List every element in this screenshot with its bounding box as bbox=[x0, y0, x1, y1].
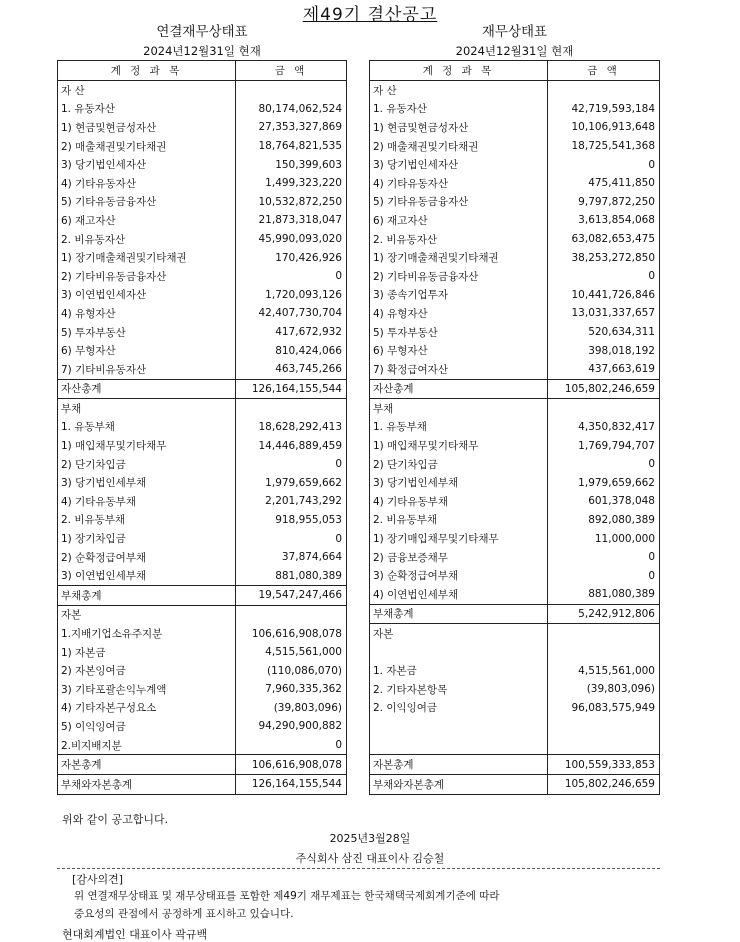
account-amount: 11,000,000 bbox=[548, 529, 660, 548]
account-name: 2. 비유동부채 bbox=[58, 511, 236, 530]
table-row bbox=[58, 511, 347, 530]
account-amount: 4,515,561,000 bbox=[236, 643, 347, 662]
account-amount: 2,201,743,292 bbox=[236, 492, 347, 511]
account-name: 1) 현금및현금성자산 bbox=[58, 118, 236, 137]
account-name: 1) 매입채무및기타채무 bbox=[58, 436, 236, 455]
table-row bbox=[370, 155, 660, 174]
table-row bbox=[58, 566, 347, 585]
table-row bbox=[58, 304, 347, 323]
account-name: 1. 유동부채 bbox=[370, 418, 548, 437]
account-name: 3) 순확정급여부채 bbox=[370, 566, 548, 585]
table-row bbox=[58, 323, 347, 342]
account-name: 2. 기타자본항목 bbox=[370, 680, 548, 699]
table-row bbox=[58, 230, 347, 249]
account-amount: (39,803,096) bbox=[548, 680, 660, 699]
account-amount: 80,174,062,524 bbox=[236, 100, 347, 119]
account-name: 2. 비유동자산 bbox=[370, 230, 548, 249]
table-body bbox=[58, 81, 347, 795]
table-row bbox=[58, 341, 347, 360]
table-row bbox=[370, 736, 660, 755]
account-amount: 881,080,389 bbox=[548, 585, 660, 604]
table-row bbox=[370, 193, 660, 212]
account-name bbox=[370, 736, 548, 755]
account-amount bbox=[236, 81, 347, 100]
table-row bbox=[370, 379, 660, 399]
account-amount: 0 bbox=[548, 548, 660, 567]
account-name: 자본 bbox=[58, 605, 236, 624]
consolidated-balance-sheet-panel bbox=[57, 22, 347, 795]
table-row bbox=[58, 680, 347, 699]
account-amount: 398,018,192 bbox=[548, 341, 660, 360]
table-row bbox=[58, 736, 347, 755]
account-amount: 3,613,854,068 bbox=[548, 211, 660, 230]
account-amount bbox=[548, 717, 660, 736]
table-row bbox=[370, 100, 660, 119]
account-name: 1) 현금및현금성자산 bbox=[370, 118, 548, 137]
table-row bbox=[58, 248, 347, 267]
separate-balance-sheet-panel bbox=[369, 22, 660, 795]
account-amount: 881,080,389 bbox=[236, 566, 347, 585]
table-row bbox=[370, 267, 660, 286]
account-name bbox=[370, 643, 548, 662]
table-row bbox=[370, 81, 660, 100]
table-row bbox=[58, 155, 347, 174]
notice-title: 제49기 결산공고 bbox=[302, 5, 438, 25]
table-row bbox=[370, 211, 660, 230]
account-name: 자산총계 bbox=[370, 379, 548, 399]
account-name: 7) 확정급여자산 bbox=[370, 360, 548, 379]
account-amount: 105,802,246,659 bbox=[548, 379, 660, 399]
account-name: 3) 당기법인세부채 bbox=[58, 473, 236, 492]
account-name: 3) 이연법인세부채 bbox=[58, 566, 236, 585]
account-amount: 94,290,900,882 bbox=[236, 717, 347, 736]
auditor-signature: 현대회계법인 대표이사 곽규백 bbox=[62, 928, 208, 941]
balance-sheet-table bbox=[369, 60, 660, 795]
account-name: 1) 장기매출채권및기타채권 bbox=[58, 248, 236, 267]
account-name: 자본총계 bbox=[370, 755, 548, 775]
account-name: 2. 비유동부채 bbox=[370, 511, 548, 530]
account-amount: 0 bbox=[236, 455, 347, 474]
account-name: 2) 기타비유동금융자산 bbox=[58, 267, 236, 286]
account-amount: 1,979,659,662 bbox=[548, 473, 660, 492]
table-row bbox=[58, 436, 347, 455]
account-amount: 437,663,619 bbox=[548, 360, 660, 379]
table-row bbox=[370, 436, 660, 455]
table-row bbox=[370, 624, 660, 643]
account-name: 3) 당기법인세자산 bbox=[370, 155, 548, 174]
account-amount: 21,873,318,047 bbox=[236, 211, 347, 230]
account-name: 4) 기타유동자산 bbox=[370, 174, 548, 193]
account-name: 2) 자본잉여금 bbox=[58, 661, 236, 680]
account-name: 부채와자본총계 bbox=[370, 774, 548, 794]
account-name: 5) 기타유동금융자산 bbox=[370, 193, 548, 212]
table-row bbox=[58, 529, 347, 548]
account-name: 4) 유형자산 bbox=[58, 304, 236, 323]
table-row bbox=[370, 473, 660, 492]
table-row bbox=[58, 699, 347, 718]
account-amount: 0 bbox=[236, 529, 347, 548]
table-row bbox=[370, 511, 660, 530]
account-name: 2. 비유동자산 bbox=[58, 230, 236, 249]
divider bbox=[57, 868, 660, 869]
account-name: 5) 기타유동금융자산 bbox=[58, 193, 236, 212]
table-row bbox=[58, 211, 347, 230]
account-name: 2) 순확정급여부채 bbox=[58, 548, 236, 567]
account-amount: 5,242,912,806 bbox=[548, 604, 660, 624]
account-amount: (39,803,096) bbox=[236, 699, 347, 718]
account-amount: 0 bbox=[236, 267, 347, 286]
account-amount bbox=[548, 399, 660, 418]
account-name: 자본총계 bbox=[58, 755, 236, 775]
account-name: 자산총계 bbox=[58, 379, 236, 399]
table-row bbox=[370, 680, 660, 699]
account-name: 3) 이연법인세자산 bbox=[58, 286, 236, 305]
table-body bbox=[370, 81, 660, 795]
account-amount: 10,441,726,846 bbox=[548, 286, 660, 305]
table-row bbox=[370, 323, 660, 342]
table-row bbox=[370, 529, 660, 548]
account-amount: 18,764,821,535 bbox=[236, 137, 347, 156]
account-name: 4) 이연법인세부채 bbox=[370, 585, 548, 604]
account-name: 5) 투자부동산 bbox=[370, 323, 548, 342]
account-amount: 105,802,246,659 bbox=[548, 774, 660, 794]
account-amount: 150,399,603 bbox=[236, 155, 347, 174]
col-header-amount: 금 액 bbox=[548, 61, 660, 81]
account-amount: 810,424,066 bbox=[236, 341, 347, 360]
table-row bbox=[370, 699, 660, 718]
table-row bbox=[370, 418, 660, 437]
account-name: 6) 무형자산 bbox=[58, 341, 236, 360]
panel-date: 2024년12월31일 현재 bbox=[143, 44, 261, 58]
table-row bbox=[58, 548, 347, 567]
account-amount: 4,350,832,417 bbox=[548, 418, 660, 437]
account-name: 6) 재고자산 bbox=[370, 211, 548, 230]
account-name: 6) 무형자산 bbox=[370, 341, 548, 360]
account-name: 6) 재고자산 bbox=[58, 211, 236, 230]
account-amount: 4,515,561,000 bbox=[548, 661, 660, 680]
notice-date: 2025년3월28일 bbox=[329, 832, 411, 845]
table-row bbox=[370, 455, 660, 474]
account-amount: 106,616,908,078 bbox=[236, 624, 347, 643]
table-row bbox=[58, 473, 347, 492]
account-amount: 0 bbox=[548, 455, 660, 474]
table-row bbox=[58, 717, 347, 736]
account-amount: 0 bbox=[548, 155, 660, 174]
account-amount: 10,532,872,250 bbox=[236, 193, 347, 212]
account-name: 1) 자본금 bbox=[58, 643, 236, 662]
account-amount bbox=[548, 81, 660, 100]
panel-title: 재무상태표 bbox=[481, 24, 548, 40]
account-amount: 42,407,730,704 bbox=[236, 304, 347, 323]
account-name: 1.지배기업소유주지분 bbox=[58, 624, 236, 643]
table-row bbox=[58, 267, 347, 286]
table-row bbox=[370, 643, 660, 662]
account-name: 3) 기타포괄손익누계액 bbox=[58, 680, 236, 699]
account-name: 부채총계 bbox=[370, 604, 548, 624]
account-name: 부채 bbox=[58, 399, 236, 418]
table-row bbox=[58, 174, 347, 193]
account-amount: 1,720,093,126 bbox=[236, 286, 347, 305]
account-amount: 0 bbox=[236, 736, 347, 755]
account-name: 4) 기타자본구성요소 bbox=[58, 699, 236, 718]
table-row bbox=[58, 379, 347, 399]
account-amount: 170,426,926 bbox=[236, 248, 347, 267]
account-name: 4) 유형자산 bbox=[370, 304, 548, 323]
account-amount: 0 bbox=[548, 267, 660, 286]
account-amount: 1,769,794,707 bbox=[548, 436, 660, 455]
table-row bbox=[370, 604, 660, 624]
account-amount: 463,745,266 bbox=[236, 360, 347, 379]
account-name: 2) 매출채권및기타채권 bbox=[58, 137, 236, 156]
account-amount: 10,106,913,648 bbox=[548, 118, 660, 137]
table-row bbox=[370, 341, 660, 360]
account-amount: 38,253,272,850 bbox=[548, 248, 660, 267]
table-row bbox=[58, 661, 347, 680]
table-row bbox=[370, 774, 660, 794]
table-row bbox=[370, 174, 660, 193]
table-row bbox=[58, 605, 347, 624]
table-row bbox=[370, 399, 660, 418]
account-amount: 96,083,575,949 bbox=[548, 699, 660, 718]
account-amount: 106,616,908,078 bbox=[236, 755, 347, 775]
company-signature: 주식회사 삼진 대표이사 김승철 bbox=[295, 852, 445, 865]
account-amount: 126,164,155,544 bbox=[236, 379, 347, 399]
table-row bbox=[58, 586, 347, 606]
account-name: 1. 자본금 bbox=[370, 661, 548, 680]
table-row bbox=[58, 624, 347, 643]
account-name: 2. 이익잉여금 bbox=[370, 699, 548, 718]
table-row bbox=[58, 286, 347, 305]
account-amount: 14,446,889,459 bbox=[236, 436, 347, 455]
col-header-item: 계 정 과 목 bbox=[58, 61, 236, 81]
table-row bbox=[58, 118, 347, 137]
account-amount bbox=[548, 624, 660, 643]
account-name: 2) 단기차입금 bbox=[58, 455, 236, 474]
account-amount bbox=[548, 736, 660, 755]
account-name: 자본 bbox=[370, 624, 548, 643]
table-row bbox=[58, 755, 347, 775]
table-row bbox=[370, 248, 660, 267]
table-row bbox=[58, 100, 347, 119]
account-amount: 601,378,048 bbox=[548, 492, 660, 511]
account-name: 2) 기타비유동금융자산 bbox=[370, 267, 548, 286]
account-amount: 9,797,872,250 bbox=[548, 193, 660, 212]
account-amount: 7,960,335,362 bbox=[236, 680, 347, 699]
account-name: 1) 장기차입금 bbox=[58, 529, 236, 548]
account-amount: 37,874,664 bbox=[236, 548, 347, 567]
table-row bbox=[58, 455, 347, 474]
table-row bbox=[58, 137, 347, 156]
table-row bbox=[58, 360, 347, 379]
account-name: 3) 당기법인세부채 bbox=[370, 473, 548, 492]
account-amount: 475,411,850 bbox=[548, 174, 660, 193]
account-name: 3) 종속기업투자 bbox=[370, 286, 548, 305]
account-amount: 1,979,659,662 bbox=[236, 473, 347, 492]
account-name: 1) 장기매출채권및기타채권 bbox=[370, 248, 548, 267]
account-amount: 520,634,311 bbox=[548, 323, 660, 342]
account-amount: 126,164,155,544 bbox=[236, 774, 347, 794]
table-row bbox=[58, 643, 347, 662]
account-name: 7) 기타비유동자산 bbox=[58, 360, 236, 379]
audit-opinion-text: 중요성의 관점에서 공정하게 표시하고 있습니다. bbox=[74, 908, 294, 920]
account-name: 부채 bbox=[370, 399, 548, 418]
account-name: 4) 기타유동부채 bbox=[370, 492, 548, 511]
table-row bbox=[58, 418, 347, 437]
table-row bbox=[58, 399, 347, 418]
account-amount: 100,559,333,853 bbox=[548, 755, 660, 775]
account-amount: 417,672,932 bbox=[236, 323, 347, 342]
account-amount: 45,990,093,020 bbox=[236, 230, 347, 249]
account-amount: 63,082,653,475 bbox=[548, 230, 660, 249]
account-name: 2) 매출채권및기타채권 bbox=[370, 137, 548, 156]
account-amount bbox=[236, 605, 347, 624]
account-amount: 42,719,593,184 bbox=[548, 100, 660, 119]
account-name: 2) 금융보증채무 bbox=[370, 548, 548, 567]
table-row bbox=[58, 81, 347, 100]
table-row bbox=[370, 585, 660, 604]
table-row bbox=[370, 661, 660, 680]
audit-opinion-heading: [감사의견] bbox=[72, 873, 124, 886]
audit-opinion-text: 위 연결재무상태표 및 재무상태표를 포함한 제49기 재무제표는 한국채택국제회계기준에 따라 bbox=[74, 890, 500, 902]
table-row bbox=[58, 774, 347, 794]
table-row bbox=[370, 304, 660, 323]
panel-title: 연결재무상태표 bbox=[156, 24, 248, 40]
col-header-amount: 금 액 bbox=[236, 61, 347, 81]
account-amount: 918,955,053 bbox=[236, 511, 347, 530]
table-row bbox=[370, 137, 660, 156]
table-row bbox=[58, 492, 347, 511]
account-amount: 0 bbox=[548, 566, 660, 585]
table-row bbox=[370, 566, 660, 585]
account-name: 1. 유동자산 bbox=[370, 100, 548, 119]
account-amount bbox=[236, 399, 347, 418]
table-row bbox=[370, 360, 660, 379]
account-name: 4) 기타유동부채 bbox=[58, 492, 236, 511]
account-name: 1. 유동부채 bbox=[58, 418, 236, 437]
table-row bbox=[370, 717, 660, 736]
account-name: 5) 투자부동산 bbox=[58, 323, 236, 342]
table-row bbox=[370, 548, 660, 567]
account-amount: 13,031,337,657 bbox=[548, 304, 660, 323]
account-amount: 27,353,327,869 bbox=[236, 118, 347, 137]
account-name: 1. 유동자산 bbox=[58, 100, 236, 119]
account-amount: (110,086,070) bbox=[236, 661, 347, 680]
account-name: 4) 기타유동자산 bbox=[58, 174, 236, 193]
account-amount: 892,080,389 bbox=[548, 511, 660, 530]
balance-sheet-table bbox=[57, 60, 347, 795]
table-row bbox=[370, 286, 660, 305]
notice-text: 위와 같이 공고합니다. bbox=[62, 813, 169, 826]
account-name: 2.비지배지분 bbox=[58, 736, 236, 755]
account-name bbox=[370, 717, 548, 736]
account-name: 5) 이익잉여금 bbox=[58, 717, 236, 736]
account-amount: 18,628,292,413 bbox=[236, 418, 347, 437]
account-name: 2) 단기차입금 bbox=[370, 455, 548, 474]
account-name: 부채총계 bbox=[58, 586, 236, 606]
account-name: 1) 매입채무및기타채무 bbox=[370, 436, 548, 455]
account-name: 부채와자본총계 bbox=[58, 774, 236, 794]
account-amount: 18,725,541,368 bbox=[548, 137, 660, 156]
account-amount: 1,499,323,220 bbox=[236, 174, 347, 193]
table-row bbox=[370, 755, 660, 775]
table-row bbox=[370, 118, 660, 137]
account-name: 1) 장기매입채무및기타채무 bbox=[370, 529, 548, 548]
account-amount: 19,547,247,466 bbox=[236, 586, 347, 606]
account-name: 자 산 bbox=[370, 81, 548, 100]
account-name: 자 산 bbox=[58, 81, 236, 100]
col-header-item: 계 정 과 목 bbox=[370, 61, 548, 81]
table-row bbox=[370, 492, 660, 511]
panel-date: 2024년12월31일 현재 bbox=[455, 44, 574, 58]
table-row bbox=[58, 193, 347, 212]
table-row bbox=[370, 230, 660, 249]
account-name: 3) 당기법인세자산 bbox=[58, 155, 236, 174]
account-amount bbox=[548, 643, 660, 662]
